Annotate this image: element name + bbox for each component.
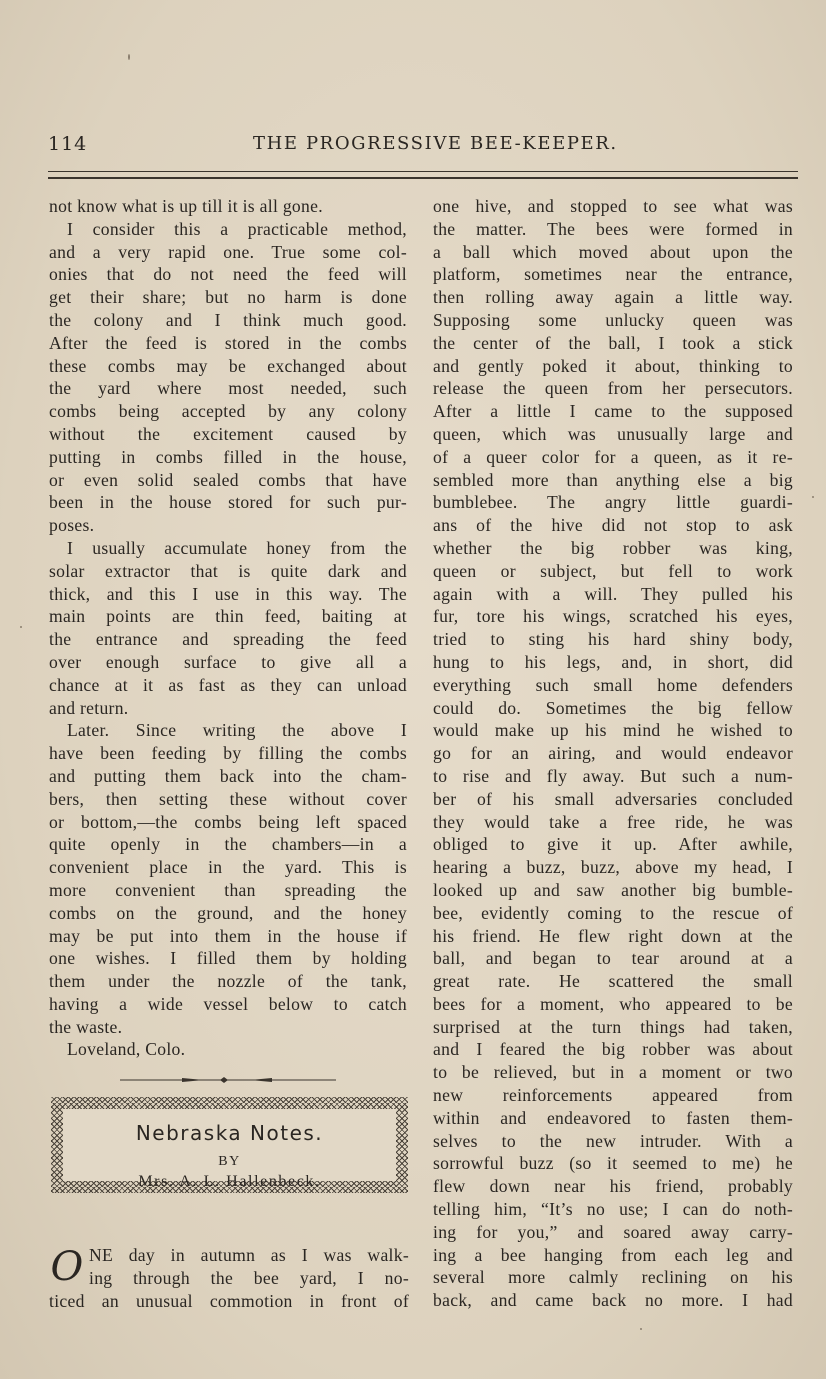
text-line: ber of his small adversaries concluded <box>433 788 793 809</box>
text-line: sorrowful buzz (so it seemed to me) he <box>433 1153 793 1174</box>
text-line: would make up his mind he wished to <box>433 720 793 741</box>
text-line: selves to the new intruder. With a <box>433 1130 793 1151</box>
text-line: thick, and this I use in this way. The <box>49 583 407 604</box>
text-line: poses. <box>49 515 95 536</box>
text-line: bumblebee. The angry little guardi- <box>433 492 793 513</box>
text-line: solar extractor that is quite dark and <box>49 560 407 581</box>
text-line: tried to sting his hard shiny body, <box>433 629 793 650</box>
intro-line: NE day in autumn as I was walk- <box>89 1245 409 1265</box>
text-line: queen, which was unusually large and <box>433 423 793 444</box>
text-line: one wishes. I filled them by holding <box>49 948 407 969</box>
paper-speck <box>640 1328 642 1330</box>
right-column <box>433 195 793 1312</box>
text-line: hearing a buzz, buzz, above my head, I <box>433 857 793 878</box>
text-line: one hive, and stopped to see what was <box>433 196 793 216</box>
text-line: hung to his legs, and, in short, did <box>433 651 793 672</box>
text-line: sembled more than anything else a big <box>433 469 793 490</box>
text-line: and gently poked it about, thinking to <box>433 355 793 376</box>
text-line: have been feeding by filling the combs <box>49 743 407 764</box>
intro-line: ticed an unusual commotion in front of <box>49 1290 409 1311</box>
section-title: Nebraska Notes. <box>135 1121 324 1145</box>
ornament-divider <box>120 1077 336 1083</box>
text-line: a ball which moved about upon the <box>433 241 793 262</box>
author-name: Mrs. A. L. Hallenbeck. <box>138 1173 321 1190</box>
text-line: and I feared the big robber was about <box>433 1039 793 1060</box>
intro-line: ing through the bee yard, I no- <box>89 1267 409 1288</box>
page-number: 114 <box>48 133 88 155</box>
text-line: Supposing some unlucky queen was <box>433 309 793 330</box>
paper-speck <box>812 496 814 498</box>
text-line: great rate. He scattered the small <box>433 971 793 992</box>
text-line: back, and came back no more. I had <box>433 1290 793 1311</box>
text-line: the yard where most needed, such <box>49 378 407 399</box>
text-line: everything such small home defenders <box>433 674 793 695</box>
section-heading-box <box>51 1097 408 1193</box>
text-line: get their share; but no harm is done <box>49 287 407 308</box>
text-line: ball, and began to tear around at a <box>433 948 793 969</box>
byline-label: BY <box>218 1154 241 1169</box>
text-line: queen or subject, but fell to work <box>433 560 793 581</box>
text-line: over enough surface to give all a <box>49 651 407 672</box>
text-line: After a little I came to the supposed <box>433 401 793 422</box>
text-line: they would take a free ride, he was <box>433 811 793 832</box>
text-line: again with a will. They pulled his <box>433 583 793 604</box>
text-line: convenient place in the yard. This is <box>49 857 407 878</box>
text-line: the matter. The bees were formed in <box>433 218 793 239</box>
text-line: within and endeavored to fasten them- <box>433 1107 793 1128</box>
text-line: After the feed is stored in the combs <box>49 332 407 353</box>
text-line: not know what is up till it is all gone. <box>49 196 323 216</box>
text-line: several more calmly reclining on his <box>433 1267 793 1288</box>
text-line: bee, evidently coming to the rescue of <box>433 902 793 923</box>
text-line: without the excitement caused by <box>49 423 407 444</box>
text-line: platform, sometimes near the entrance, <box>433 264 793 285</box>
text-line: and return. <box>49 697 129 718</box>
header-rule-top <box>48 171 798 172</box>
text-line: then rolling away again a little way. <box>433 287 793 308</box>
text-line: to rise and fly away. But such a num- <box>433 765 793 786</box>
text-line: the colony and I think much good. <box>49 309 407 330</box>
paper-speck <box>128 54 130 60</box>
page-header <box>48 133 808 157</box>
text-line: flew down near his friend, probably <box>433 1176 793 1197</box>
text-line: combs being accepted by any colony <box>49 401 407 422</box>
text-line: these combs may be exchanged about <box>49 355 407 376</box>
text-line: new reinforcements appeared from <box>433 1085 793 1106</box>
text-line: bers, then setting these without cover <box>49 788 407 809</box>
text-line: more convenient than spreading the <box>49 879 407 900</box>
text-line: go for an airing, and would endeavor <box>433 743 793 764</box>
text-line: I consider this a practicable method, <box>67 218 407 239</box>
text-line: looked up and saw another big bumble- <box>433 879 793 900</box>
text-line: Later. Since writing the above I <box>67 720 407 741</box>
text-line: whether the big robber was king, <box>433 537 793 558</box>
text-line: onies that do not need the feed will <box>49 264 407 285</box>
text-line: and a very rapid one. True some col- <box>49 241 407 262</box>
text-line: bees for a moment, who appeared to be <box>433 993 793 1014</box>
text-line: or even solid sealed combs that have <box>49 469 407 490</box>
text-line: quite openly in the chambers—in a <box>49 834 407 855</box>
text-line: or bottom,—the combs being left spaced <box>49 811 407 832</box>
text-line: and putting them back into the cham- <box>49 765 407 786</box>
text-line: surprised at the turn things had taken, <box>433 1016 793 1037</box>
text-line: release the queen from her persecutors. <box>433 378 793 399</box>
text-line: ing a bee hanging from each leg and <box>433 1244 793 1265</box>
text-line: the entrance and spreading the feed <box>49 629 407 650</box>
text-line: putting in combs filled in the house, <box>49 446 407 467</box>
text-line: telling him, “It’s no use; I can do noth- <box>433 1199 793 1220</box>
journal-title: THE PROGRESSIVE BEE-KEEPER. <box>253 133 618 154</box>
text-line: fur, tore his wings, scratched his eyes, <box>433 606 793 627</box>
text-line: combs on the ground, and the honey <box>49 902 407 923</box>
header-rule-bottom <box>48 177 798 179</box>
text-line: may be put into them in the house if <box>49 925 407 946</box>
text-line: could do. Sometimes the big fellow <box>433 697 793 718</box>
text-line: Loveland, Colo. <box>67 1039 186 1060</box>
text-line: of a queer color for a queen, as it re- <box>433 446 793 467</box>
text-line: the waste. <box>49 1016 123 1037</box>
text-line: his friend. He flew right down at the <box>433 925 793 946</box>
section-heading-inner <box>63 1109 396 1190</box>
text-line: been in the house stored for such pur- <box>49 492 407 513</box>
text-line: the center of the ball, I took a stick <box>433 332 793 353</box>
drop-cap: O <box>50 1244 84 1290</box>
text-line: chance at it as fast as they can unload <box>49 674 407 695</box>
text-line: obliged to give it up. After awhile, <box>433 834 793 855</box>
article-intro <box>49 1244 409 1312</box>
text-line: I usually accumulate honey from the <box>67 537 407 558</box>
text-line: having a wide vessel below to catch <box>49 993 407 1014</box>
left-column <box>49 195 407 1061</box>
text-line: ing for you,” and soared away carry- <box>433 1221 793 1242</box>
text-line: to be relieved, but in a moment or two <box>433 1062 793 1083</box>
text-line: them under the nozzle of the tank, <box>49 971 407 992</box>
text-line: main points are thin feed, baiting at <box>49 606 407 627</box>
text-line: ans of the hive did not stop to ask <box>433 515 793 536</box>
paper-speck <box>20 626 22 628</box>
